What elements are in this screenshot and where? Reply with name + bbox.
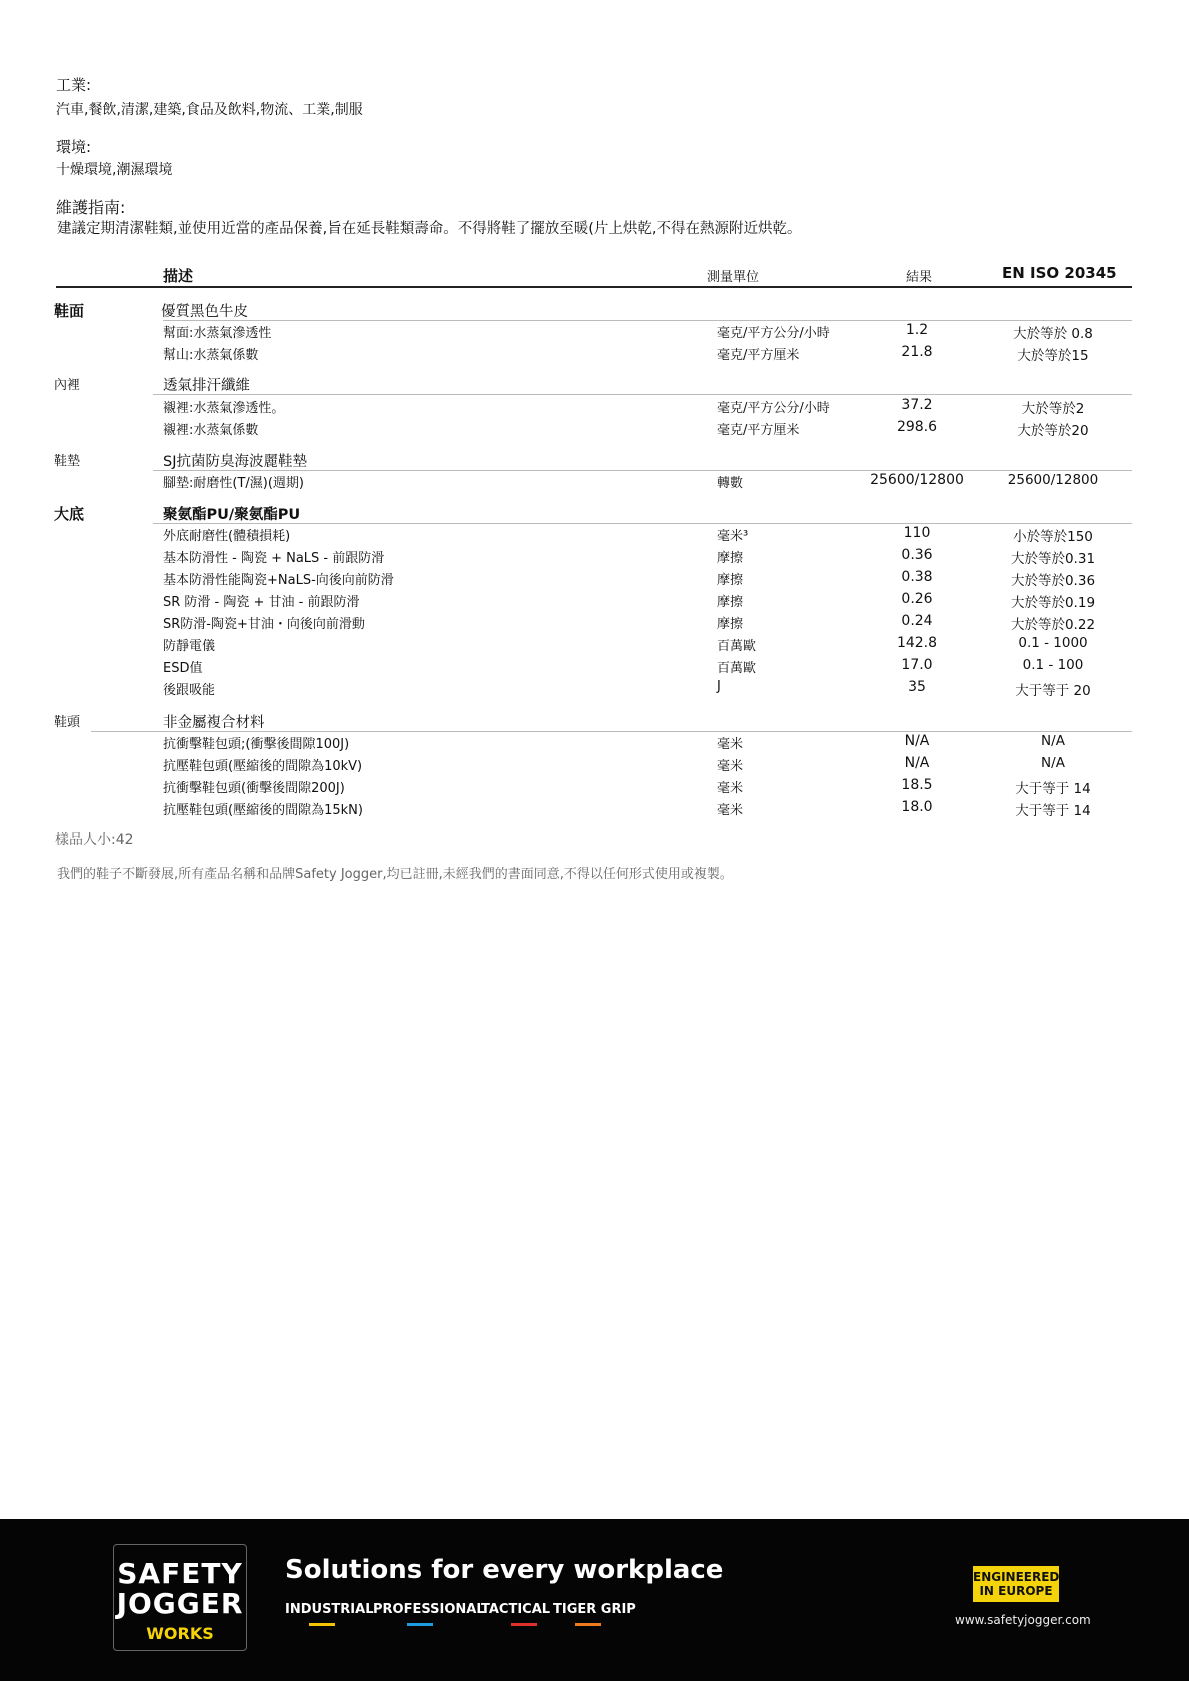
row-result: 18.5 — [901, 777, 933, 793]
category-professional-bar — [407, 1623, 433, 1626]
category-tactical: TACTICAL — [481, 1602, 551, 1617]
row-description: ESD值 — [163, 661, 203, 676]
row-unit: 摩擦 — [717, 617, 744, 632]
row-unit: 百萬歐 — [717, 661, 757, 676]
section-material: 優質黑色牛皮 — [161, 304, 248, 320]
website-link[interactable]: www.safetyjogger.com — [955, 1613, 1091, 1627]
row-description: 後跟吸能 — [163, 683, 216, 698]
engineered-in-europe-badge — [973, 1566, 1059, 1602]
section-material: 聚氨酯PU/聚氨酯PU — [163, 507, 301, 523]
disclaimer: 我們的鞋子不斷發展,所有產品名稱和品牌Safety Jogger,均已註冊,未經我們的書面同意,不得以任何形式使用或複製。 — [57, 867, 733, 882]
section-category: 鞋面 — [54, 302, 85, 320]
section-material: 非金屬複合材料 — [163, 715, 265, 731]
row-result: N/A — [904, 755, 930, 771]
row-result: N/A — [904, 733, 930, 749]
row-standard: 大於等於0.22 — [1010, 617, 1096, 633]
environment-label: 環境: — [56, 138, 92, 156]
row-description: 幫面:水蒸氣滲透性 — [163, 326, 272, 341]
category-tactical-bar — [511, 1623, 537, 1626]
care-text: 建議定期清潔鞋類,並使用近當的產品保養,旨在延長鞋類壽命。不得將鞋了擺放至暖(片上烘乾,不得在熱源附近烘乾。 — [57, 221, 802, 237]
logo-line-jogger: JOGGER — [116, 1587, 244, 1620]
col-header-unit: 測量單位 — [707, 270, 760, 285]
row-standard: N/A — [1041, 755, 1065, 771]
row-unit: 摩擦 — [717, 573, 744, 588]
logo-line-works: WORKS — [146, 1624, 214, 1643]
row-standard: 大於等於0.19 — [1010, 595, 1096, 611]
row-description: 腳墊:耐磨性(T/濕)(週期) — [163, 476, 304, 491]
row-unit: 毫克/平方公分/小時 — [717, 401, 830, 416]
section-rule — [91, 731, 1132, 732]
section-category: 鞋墊 — [54, 454, 81, 469]
category-professional: PROFESSIONAL — [373, 1602, 485, 1617]
row-unit: 毫米 — [717, 803, 744, 818]
row-description: 襯裡:水蒸氣滲透性。 — [163, 401, 285, 416]
row-result: 110 — [903, 525, 931, 541]
row-standard: 25600/12800 — [1007, 472, 1099, 488]
row-standard: 大於等於0.31 — [1010, 551, 1096, 567]
row-description: 外底耐磨性(體積損耗) — [163, 529, 291, 544]
section-rule — [153, 470, 1132, 471]
category-tiger-grip: TIGER GRIP — [553, 1602, 636, 1617]
row-description: 抗衝擊鞋包頭(衝擊後間隙200J) — [163, 781, 345, 796]
row-description: 基本防滑性能陶瓷+NaLS-向後向前防滑 — [163, 573, 394, 588]
section-rule — [163, 320, 1132, 321]
row-unit: 毫米 — [717, 781, 744, 796]
category-industrial: INDUSTRIAL — [285, 1602, 374, 1617]
section-material: 透氣排汗纖維 — [163, 378, 250, 394]
row-description: 抗壓鞋包頭(壓縮後的間隙為15kN) — [163, 803, 363, 818]
header-rule — [56, 286, 1132, 288]
badge-line-2: IN EUROPE — [979, 1584, 1053, 1598]
row-unit: J — [717, 679, 721, 694]
row-standard: 大于等于 14 — [1015, 781, 1091, 797]
col-header-description: 描述 — [163, 267, 194, 285]
row-unit: 毫克/平方厘米 — [717, 423, 800, 438]
tagline: Solutions for every workplace — [285, 1555, 724, 1585]
row-result: 21.8 — [901, 344, 933, 360]
row-standard: 0.1 - 100 — [1022, 657, 1084, 673]
care-label: 維護指南: — [56, 198, 126, 217]
row-result: 298.6 — [896, 419, 938, 435]
row-result: 1.2 — [905, 322, 929, 338]
sample-size: 樣品人小:42 — [55, 832, 134, 848]
category-tiger-grip-bar — [575, 1623, 601, 1626]
category-industrial-bar — [309, 1623, 335, 1626]
section-category: 鞋頭 — [54, 715, 81, 730]
section-rule — [153, 523, 1132, 524]
col-header-standard: EN ISO 20345 — [1002, 264, 1117, 282]
row-description: 基本防滑性 - 陶瓷 + NaLS - 前跟防滑 — [163, 551, 385, 566]
section-category: 大底 — [54, 505, 85, 523]
row-unit: 毫米 — [717, 759, 744, 774]
row-result: 0.38 — [901, 569, 933, 585]
row-description: SR 防滑 - 陶瓷 + 甘油 - 前跟防滑 — [163, 595, 360, 610]
row-standard: N/A — [1041, 733, 1065, 749]
logo-line-safety: SAFETY — [117, 1557, 243, 1590]
row-description: 幫山:水蒸氣係數 — [163, 348, 259, 363]
section-rule — [153, 394, 1132, 395]
row-result: 18.0 — [901, 799, 933, 815]
row-standard: 大於等於0.36 — [1010, 573, 1096, 589]
row-standard: 小於等於150 — [1013, 529, 1093, 545]
footer-banner — [0, 1519, 1189, 1681]
industry-label: 工業: — [56, 76, 92, 94]
row-result: 35 — [908, 679, 926, 695]
row-standard: 大于等于 14 — [1015, 803, 1091, 819]
row-standard: 大於等於15 — [1017, 348, 1089, 364]
row-unit: 摩擦 — [717, 551, 744, 566]
section-material: SJ抗菌防臭海波麗鞋墊 — [163, 454, 307, 470]
row-result: 25600/12800 — [870, 472, 964, 488]
environment-text: 十燥環境,潮濕環境 — [56, 162, 173, 178]
row-standard: 大於等於 0.8 — [1013, 326, 1093, 342]
row-result: 0.26 — [901, 591, 933, 607]
row-unit: 轉數 — [717, 476, 744, 491]
row-result: 0.36 — [901, 547, 933, 563]
row-unit: 百萬歐 — [717, 639, 757, 654]
row-description: 抗壓鞋包頭(壓縮後的間隙為10kV) — [163, 759, 363, 774]
row-description: 防靜電儀 — [163, 639, 216, 654]
row-standard: 大于等于 20 — [1015, 683, 1091, 699]
row-result: 17.0 — [901, 657, 933, 673]
row-unit: 毫克/平方厘米 — [717, 348, 800, 363]
section-category: 內裡 — [54, 378, 81, 393]
row-unit: 毫米³ — [717, 529, 749, 544]
row-standard: 大於等於20 — [1017, 423, 1089, 439]
row-result: 37.2 — [901, 397, 933, 413]
row-unit: 毫米 — [717, 737, 744, 752]
row-standard: 0.1 - 1000 — [1018, 635, 1088, 651]
row-result: 0.24 — [901, 613, 933, 629]
col-header-result: 結果 — [906, 270, 933, 285]
industry-text: 汽車,餐飲,清潔,建築,食品及飲料,物流、工業,制服 — [56, 102, 363, 118]
safety-jogger-logo — [113, 1544, 247, 1651]
row-description: 抗衝擊鞋包頭;(衝擊後間隙100J) — [163, 737, 350, 752]
badge-line-1: ENGINEERED — [973, 1570, 1060, 1584]
row-standard: 大於等於2 — [1021, 401, 1085, 417]
row-description: SR防滑-陶瓷+甘油・向後向前滑動 — [163, 617, 365, 632]
row-unit: 毫克/平方公分/小時 — [717, 326, 830, 341]
row-unit: 摩擦 — [717, 595, 744, 610]
row-description: 襯裡:水蒸氣係數 — [163, 423, 259, 438]
row-result: 142.8 — [896, 635, 938, 651]
